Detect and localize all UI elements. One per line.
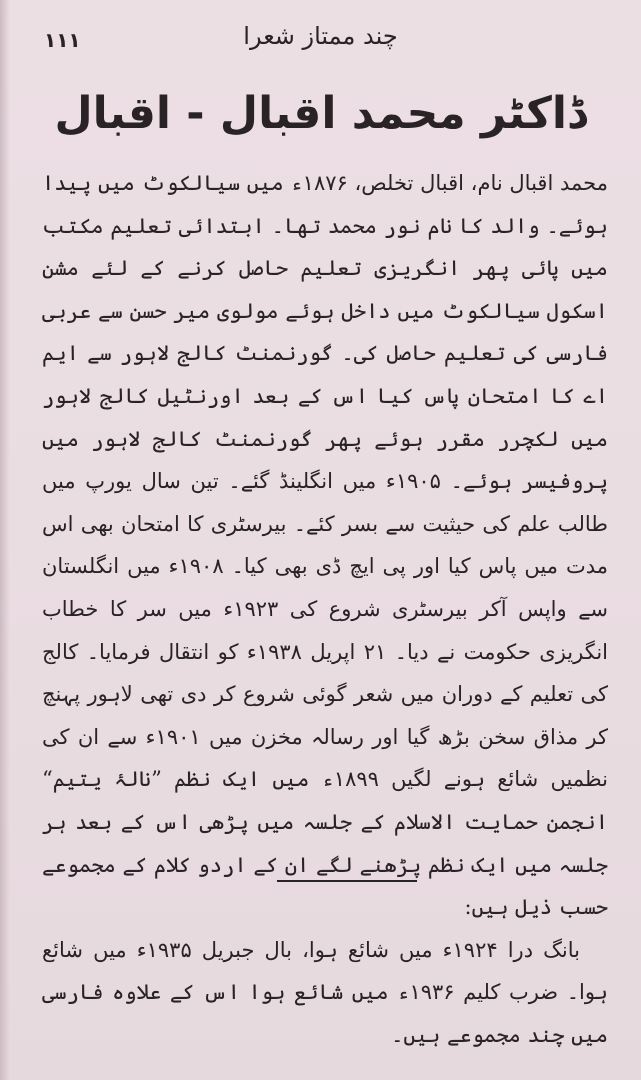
body-text [42, 162, 608, 1056]
chapter-title: ڈاکٹر محمد اقبال - اقبال [54, 88, 587, 139]
running-head [0, 18, 641, 58]
biography-paragraph: محمد اقبال نام، اقبال تخلص، ۱۸۷۶ء میں سیالکوٹ میں پیدا ہوئے۔ والد کا نام نور محمد تھا۔ ابتدائی تعلیم مکتب میں پائی پھر انگریزی تعلیم حاصل کرنے کے لئے مشن اسکول سیالکوٹ میں داخل ہوئے مولوی میر حسن سے عربی فارسی کی تعلیم حاصل کی۔ گورنمنٹ کالج لاہور سے ایم اے کا امتحان پاس کیا اس کے بعد اورنٹیل کالج لاہور میں لکچرر مقرر ہوئے پھر گورنمنٹ کالج لاہور میں پروفیسر ہوئے۔ ۱۹۰۵ء میں انگلینڈ گئے۔ تین سال یورپ میں طالب علم کی حیثیت سے بسر کئے۔ بیرسٹری کا امتحان بھی اس مدت میں پاس کیا اور پی ایچ ڈی بھی کیا۔ ۱۹۰۸ء میں انگلستان سے واپس آکر بیرسٹری شروع کی ۱۹۲۳ء میں سر کا خطاب انگریزی حکومت نے دیا۔ ۲۱ اپریل ۱۹۳۸ء کو انتقال فرمایا۔ کالج کی تعلیم کے دوران میں شعر گوئی شروع کر دی تھی لاہور پہنچ کر مذاق سخن بڑھ گیا اور رسالہ مخزن میں ۱۹۰۱ء سے ان کی نظمیں شائع ہونے لگیں ۱۸۹۹ء میں ایک نظم ”نالۂ یتیم“ انجمن حمایت الاسلام کے جلسہ میں پڑھی اس کے بعد ہر جلسہ میں ایک نظم پڑھنے لگے ان کے اردو کلام کے مجموعے حسب ذیل ہیں: [42, 171, 609, 920]
book-title: چند ممتاز شعرا [243, 22, 398, 50]
works-paragraph: بانگ درا ۱۹۲۴ء میں شائع ہوا، بال جبریل ۱۹۳۵ء میں شائع ہوا۔ ضرب کلیم ۱۹۳۶ء میں شائع ہوا اس کے علاوہ فارسی میں چند مجموعے ہیں۔ [42, 937, 608, 1047]
section-divider [277, 880, 417, 882]
page-edge-shadow [0, 0, 10, 1080]
page-number: ۱۱۱ [44, 28, 81, 52]
